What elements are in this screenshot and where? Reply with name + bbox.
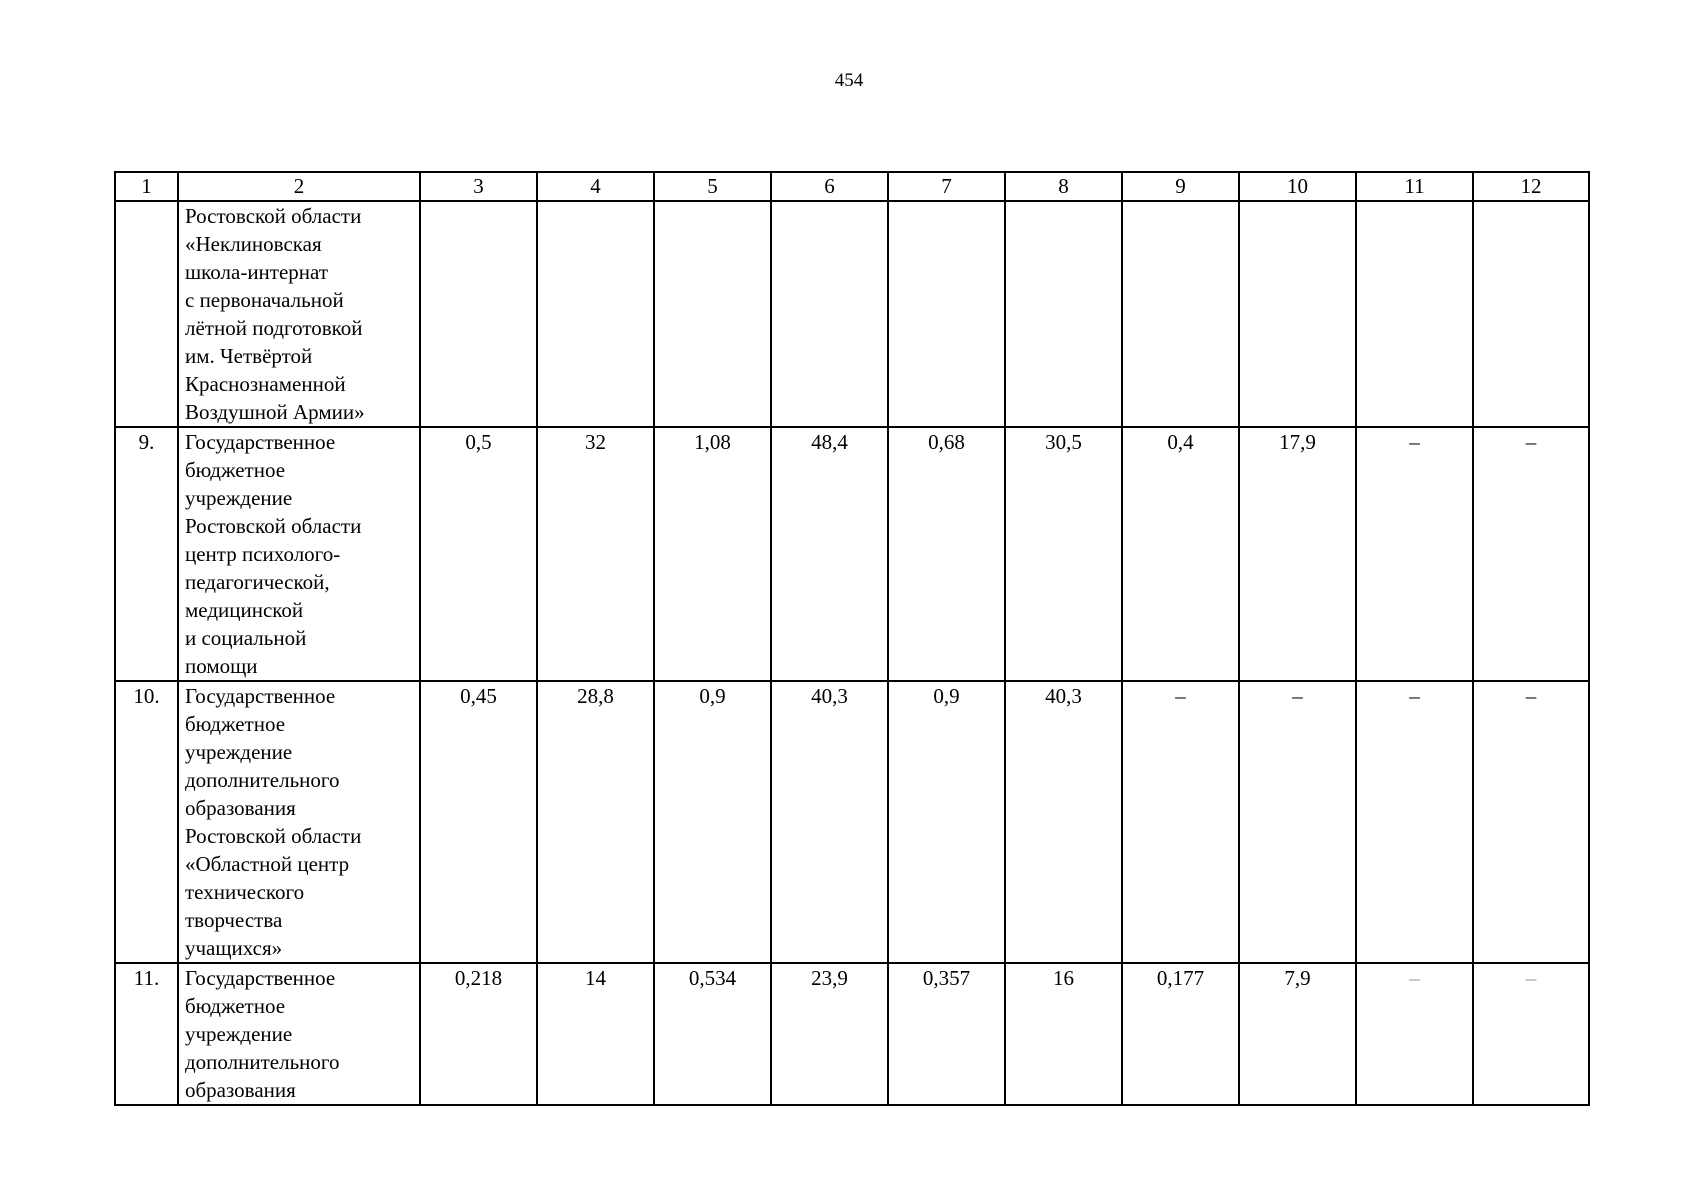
table-row [115, 963, 1589, 1105]
cell-value: 0,45 [420, 681, 537, 963]
cell-value: 28,8 [537, 681, 654, 963]
column-header: 6 [771, 172, 888, 201]
cell-value: 0,357 [888, 963, 1005, 1105]
column-header: 11 [1356, 172, 1473, 201]
cell-value: – [1473, 963, 1589, 1105]
cell-value: 30,5 [1005, 427, 1122, 681]
page-number: 454 [834, 70, 864, 91]
cell-value [537, 201, 654, 427]
cell-value [771, 201, 888, 427]
row-index: 9. [115, 427, 178, 681]
cell-value: – [1356, 963, 1473, 1105]
cell-value: 1,08 [654, 427, 771, 681]
cell-value: – [1356, 427, 1473, 681]
institution-name: Государственное бюджетное учреждение дополнительного образования [178, 963, 420, 1105]
institution-name: Государственное бюджетное учреждение Ростовской области центр психолого- педагогической, медицинской и социальной помощи [178, 427, 420, 681]
cell-value: 17,9 [1239, 427, 1356, 681]
column-header: 10 [1239, 172, 1356, 201]
cell-value: 32 [537, 427, 654, 681]
cell-value [1122, 201, 1239, 427]
column-header: 8 [1005, 172, 1122, 201]
cell-value: 0,177 [1122, 963, 1239, 1105]
cell-value [1239, 201, 1356, 427]
cell-value [888, 201, 1005, 427]
row-index: 11. [115, 963, 178, 1105]
cell-value: 14 [537, 963, 654, 1105]
cell-value: 0,4 [1122, 427, 1239, 681]
cell-value [1473, 201, 1589, 427]
column-header: 12 [1473, 172, 1589, 201]
cell-value: 40,3 [771, 681, 888, 963]
cell-value: – [1122, 681, 1239, 963]
table-row [115, 201, 1589, 427]
column-header: 7 [888, 172, 1005, 201]
cell-value: 0,68 [888, 427, 1005, 681]
cell-value: – [1356, 681, 1473, 963]
cell-value: 40,3 [1005, 681, 1122, 963]
cell-value: 0,9 [654, 681, 771, 963]
row-index [115, 201, 178, 427]
column-header: 4 [537, 172, 654, 201]
cell-value: 7,9 [1239, 963, 1356, 1105]
cell-value: – [1473, 427, 1589, 681]
column-header: 1 [115, 172, 178, 201]
header-row [115, 172, 1589, 201]
cell-value [1356, 201, 1473, 427]
cell-value: – [1239, 681, 1356, 963]
cell-value: 48,4 [771, 427, 888, 681]
cell-value [420, 201, 537, 427]
cell-value: 0,218 [420, 963, 537, 1105]
cell-value: 0,9 [888, 681, 1005, 963]
institution-name: Ростовской области «Неклиновская школа-интернат с первоначальной лётной подготовкой им. Четвёртой Краснознаменной Воздушной Армии» [178, 201, 420, 427]
table-row [115, 681, 1589, 963]
cell-value: 23,9 [771, 963, 888, 1105]
cell-value: 0,5 [420, 427, 537, 681]
column-header: 9 [1122, 172, 1239, 201]
column-header: 2 [178, 172, 420, 201]
cell-value: – [1473, 681, 1589, 963]
cell-value: 0,534 [654, 963, 771, 1105]
cell-value: 16 [1005, 963, 1122, 1105]
cell-value [654, 201, 771, 427]
column-header: 5 [654, 172, 771, 201]
table-row [115, 427, 1589, 681]
column-header: 3 [420, 172, 537, 201]
cell-value [1005, 201, 1122, 427]
row-index: 10. [115, 681, 178, 963]
data-table [114, 171, 1590, 1106]
institution-name: Государственное бюджетное учреждение дополнительного образования Ростовской области «Областной центр технического творчества учащихся» [178, 681, 420, 963]
